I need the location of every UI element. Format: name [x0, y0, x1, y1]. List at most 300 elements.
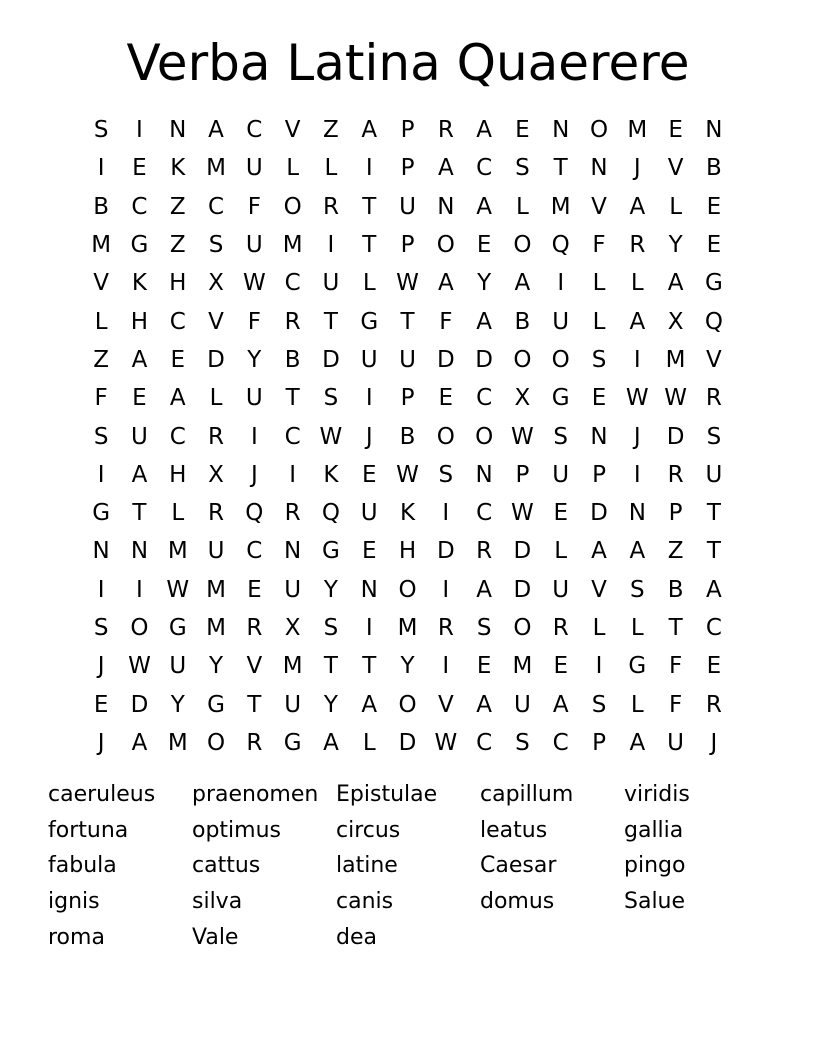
grid-row	[82, 724, 733, 762]
grid-letter: G	[283, 729, 302, 756]
grid-letter: Z	[169, 193, 186, 220]
grid-letter: E	[361, 538, 377, 565]
grid-letter: R	[246, 729, 263, 756]
word-bank-item: roma	[48, 924, 105, 950]
grid-letter: E	[476, 232, 492, 259]
grid-letter: X	[284, 615, 301, 641]
grid-letter: U	[360, 500, 378, 527]
grid-letter: N	[437, 193, 455, 220]
grid-letter: G	[551, 385, 570, 412]
grid-letter: X	[208, 461, 224, 488]
grid-letter: N	[169, 117, 187, 144]
grid-letter: T	[362, 193, 377, 220]
grid-letter: M	[206, 615, 226, 641]
grid-letter: O	[551, 346, 570, 373]
grid-letter: L	[592, 308, 606, 335]
word-bank-row	[48, 919, 788, 955]
grid-letter: I	[97, 155, 105, 182]
grid-letter: S	[476, 615, 492, 641]
word-bank-item: silva	[192, 889, 243, 915]
grid-letter: I	[442, 576, 450, 603]
grid-letter: U	[399, 193, 416, 220]
grid-letter: L	[324, 155, 338, 182]
grid-letter: U	[360, 346, 378, 373]
grid-letter: A	[476, 576, 492, 603]
grid-letter: J	[365, 423, 373, 450]
grid-letter: E	[706, 653, 722, 680]
grid-letter: M	[282, 232, 303, 259]
grid-letter: U	[131, 423, 148, 450]
grid-row	[82, 341, 733, 379]
grid-letter: S	[630, 576, 645, 603]
grid-letter: U	[322, 270, 340, 297]
grid-letter: A	[323, 729, 339, 756]
grid-letter: V	[591, 193, 607, 220]
grid-letter: F	[247, 193, 261, 220]
grid-letter: M	[627, 117, 648, 144]
grid-letter: W	[128, 653, 151, 680]
grid-letter: L	[362, 729, 376, 756]
grid-letter: M	[512, 653, 533, 680]
grid-letter: M	[550, 193, 571, 220]
grid-letter: C	[476, 500, 493, 527]
grid-letter: P	[400, 232, 415, 259]
grid-letter: H	[169, 461, 187, 488]
grid-letter: D	[513, 538, 532, 565]
grid-letter: N	[590, 155, 608, 182]
grid-letter: U	[207, 538, 225, 565]
grid-row	[82, 685, 733, 723]
word-bank-item: viridis	[624, 782, 690, 808]
word-bank-item: praenomen	[192, 782, 319, 808]
grid-letter: I	[365, 615, 373, 641]
grid-letter: L	[171, 500, 185, 527]
grid-letter: E	[361, 461, 377, 488]
grid-letter: H	[398, 538, 417, 565]
grid-letter: L	[516, 193, 529, 220]
grid-letter: A	[629, 538, 646, 565]
grid-letter: P	[592, 461, 606, 488]
grid-letter: M	[397, 615, 418, 641]
grid-letter: E	[706, 232, 722, 259]
grid-letter: R	[437, 615, 454, 641]
grid-letter: E	[476, 653, 492, 680]
grid-letter: I	[250, 423, 258, 450]
grid-letter: A	[437, 155, 454, 182]
word-bank-item: cattus	[192, 853, 261, 879]
grid-letter: I	[442, 500, 450, 527]
grid-letter: T	[285, 385, 300, 412]
grid-letter: J	[710, 729, 718, 756]
grid-letter: Y	[400, 653, 415, 680]
grid-letter: T	[706, 500, 721, 527]
grid-letter: X	[208, 270, 224, 297]
grid-letter: U	[667, 729, 685, 756]
grid-letter: L	[286, 155, 300, 182]
grid-letter: J	[633, 423, 641, 450]
grid-letter: C	[169, 308, 186, 335]
grid-letter: M	[665, 346, 686, 373]
grid-letter: W	[396, 461, 419, 488]
grid-letter: N	[628, 500, 646, 527]
grid-letter: I	[97, 461, 105, 488]
letter-grid	[82, 111, 733, 762]
grid-letter: O	[206, 729, 226, 756]
grid-letter: F	[247, 308, 261, 335]
grid-letter: S	[93, 423, 109, 450]
grid-letter: S	[323, 385, 339, 412]
grid-letter: Z	[323, 117, 339, 144]
grid-letter: N	[590, 423, 608, 450]
grid-letter: N	[475, 461, 493, 488]
grid-letter: H	[130, 308, 149, 335]
grid-letter: Q	[704, 308, 723, 335]
grid-letter: A	[476, 193, 492, 220]
grid-row	[82, 494, 733, 532]
grid-letter: A	[208, 117, 224, 144]
grid-letter: Z	[93, 346, 110, 373]
grid-letter: B	[706, 155, 722, 182]
grid-letter: K	[323, 461, 339, 488]
grid-letter: R	[208, 500, 225, 527]
grid-letter: R	[476, 538, 493, 565]
grid-letter: U	[169, 653, 187, 680]
grid-letter: E	[515, 117, 530, 144]
grid-letter: C	[131, 193, 148, 220]
grid-letter: O	[513, 615, 532, 641]
grid-letter: D	[436, 346, 455, 373]
grid-letter: D	[398, 729, 417, 756]
grid-letter: M	[167, 538, 188, 565]
grid-letter: Y	[477, 270, 492, 297]
grid-letter: I	[633, 461, 641, 488]
grid-letter: N	[705, 117, 723, 144]
grid-letter: R	[705, 691, 722, 718]
grid-letter: V	[437, 691, 454, 718]
grid-letter: L	[669, 193, 683, 220]
grid-letter: O	[283, 193, 302, 220]
grid-letter: A	[552, 691, 569, 718]
grid-letter: F	[668, 653, 683, 680]
grid-letter: E	[247, 576, 262, 603]
grid-letter: U	[245, 155, 263, 182]
word-bank-item: fortuna	[48, 817, 129, 843]
grid-letter: A	[476, 308, 492, 335]
grid-letter: L	[209, 385, 223, 412]
grid-letter: J	[97, 729, 105, 756]
grid-letter: U	[552, 461, 570, 488]
grid-row	[82, 226, 733, 264]
grid-letter: S	[553, 423, 569, 450]
grid-row	[82, 111, 733, 149]
grid-letter: R	[629, 232, 646, 259]
grid-letter: U	[399, 346, 416, 373]
grid-letter: Q	[551, 232, 570, 259]
grid-letter: E	[93, 691, 109, 718]
grid-letter: A	[361, 117, 378, 144]
grid-letter: O	[436, 232, 455, 259]
grid-letter: A	[591, 538, 607, 565]
grid-letter: S	[208, 232, 224, 259]
grid-row	[82, 647, 733, 685]
grid-letter: O	[398, 691, 417, 718]
grid-letter: U	[552, 576, 570, 603]
grid-row	[82, 149, 733, 187]
grid-letter: W	[511, 423, 534, 450]
grid-letter: F	[94, 385, 108, 412]
grid-letter: S	[323, 615, 339, 641]
grid-letter: I	[633, 346, 641, 373]
grid-letter: C	[476, 385, 493, 412]
grid-letter: B	[667, 576, 684, 603]
grid-letter: W	[396, 270, 419, 297]
grid-letter: R	[246, 615, 263, 641]
grid-letter: K	[399, 500, 416, 527]
grid-letter: T	[323, 308, 338, 335]
word-bank-item: circus	[336, 817, 401, 843]
grid-letter: E	[591, 385, 607, 412]
grid-letter: A	[169, 385, 186, 412]
grid-letter: V	[246, 653, 263, 680]
grid-letter: A	[476, 691, 492, 718]
grid-letter: I	[365, 155, 373, 182]
word-bank-item: caeruleus	[48, 782, 156, 808]
grid-letter: T	[362, 232, 377, 259]
grid-letter: M	[167, 729, 188, 756]
grid-row	[82, 417, 733, 455]
grid-letter: M	[91, 232, 112, 259]
grid-letter: B	[514, 308, 531, 335]
word-bank-row	[48, 777, 788, 813]
grid-letter: G	[360, 308, 379, 335]
grid-letter: I	[557, 270, 565, 297]
grid-row	[82, 571, 733, 609]
grid-letter: I	[442, 653, 450, 680]
grid-letter: A	[629, 729, 646, 756]
grid-letter: M	[206, 155, 226, 182]
grid-letter: E	[170, 346, 186, 373]
grid-letter: C	[552, 729, 569, 756]
grid-letter: D	[436, 538, 455, 565]
grid-letter: A	[514, 270, 531, 297]
grid-letter: A	[629, 308, 646, 335]
grid-letter: N	[284, 538, 302, 565]
grid-letter: W	[242, 270, 266, 297]
word-bank-item: fabula	[48, 853, 117, 879]
grid-letter: C	[476, 155, 493, 182]
grid-letter: Z	[169, 232, 186, 259]
grid-letter: C	[476, 729, 493, 756]
word-bank-item: pingo	[624, 853, 686, 879]
grid-letter: U	[513, 691, 531, 718]
grid-letter: V	[667, 155, 684, 182]
grid-letter: T	[362, 653, 377, 680]
grid-letter: H	[169, 270, 187, 297]
grid-letter: I	[365, 385, 373, 412]
grid-letter: A	[706, 576, 722, 603]
grid-letter: U	[245, 385, 263, 412]
grid-letter: E	[553, 653, 568, 680]
page-title: Verba Latina Quaerere	[126, 34, 690, 92]
grid-letter: T	[400, 308, 415, 335]
grid-letter: L	[592, 270, 606, 297]
word-bank-item: Salue	[624, 889, 686, 915]
grid-letter: D	[322, 346, 340, 373]
grid-letter: D	[475, 346, 493, 373]
grid-letter: F	[439, 308, 453, 335]
grid-letter: R	[705, 385, 722, 412]
grid-letter: P	[668, 500, 683, 527]
grid-letter: U	[284, 691, 302, 718]
word-bank-item: canis	[336, 889, 394, 915]
grid-letter: R	[437, 117, 454, 144]
grid-letter: N	[552, 117, 570, 144]
grid-letter: I	[136, 117, 143, 144]
grid-letter: N	[130, 538, 149, 565]
grid-letter: E	[553, 500, 568, 527]
grid-letter: K	[170, 155, 186, 182]
grid-letter: S	[591, 346, 607, 373]
grid-letter: T	[706, 538, 721, 565]
grid-letter: P	[515, 461, 530, 488]
word-bank-item: dea	[336, 924, 377, 950]
grid-letter: O	[130, 615, 149, 641]
grid-letter: S	[591, 691, 607, 718]
grid-letter: O	[398, 576, 417, 603]
grid-letter: A	[667, 270, 684, 297]
grid-row	[82, 379, 733, 417]
grid-letter: P	[400, 385, 415, 412]
word-bank-item: optimus	[192, 817, 281, 843]
grid-letter: G	[207, 691, 225, 718]
grid-letter: L	[630, 615, 644, 641]
grid-letter: K	[131, 270, 147, 297]
word-bank-item: leatus	[480, 817, 548, 843]
grid-letter: J	[250, 461, 258, 488]
grid-row	[82, 188, 733, 226]
grid-letter: E	[668, 117, 683, 144]
grid-letter: I	[97, 576, 105, 603]
grid-letter: W	[434, 729, 458, 756]
grid-letter: W	[625, 385, 649, 412]
grid-letter: D	[130, 691, 149, 718]
grid-letter: T	[247, 691, 262, 718]
grid-letter: T	[553, 155, 568, 182]
grid-row	[82, 302, 733, 340]
grid-letter: G	[322, 538, 340, 565]
grid-letter: D	[513, 576, 532, 603]
grid-letter: S	[515, 729, 530, 756]
grid-row	[82, 609, 733, 647]
grid-letter: U	[284, 576, 302, 603]
grid-letter: E	[706, 193, 722, 220]
grid-letter: G	[704, 270, 723, 297]
grid-letter: E	[438, 385, 454, 412]
grid-letter: C	[169, 423, 186, 450]
grid-letter: D	[207, 346, 225, 373]
grid-letter: C	[284, 270, 301, 297]
grid-letter: L	[554, 538, 568, 565]
grid-letter: A	[131, 461, 148, 488]
grid-letter: F	[592, 232, 606, 259]
word-bank-item: domus	[480, 889, 555, 915]
grid-letter: Q	[245, 500, 264, 527]
grid-letter: Y	[247, 346, 262, 373]
grid-letter: L	[362, 270, 376, 297]
grid-letter: S	[706, 423, 722, 450]
grid-letter: V	[208, 308, 224, 335]
grid-letter: R	[208, 423, 225, 450]
grid-letter: P	[592, 729, 606, 756]
word-bank-item: Caesar	[480, 853, 557, 879]
grid-letter: N	[360, 576, 378, 603]
grid-letter: O	[513, 346, 532, 373]
grid-letter: W	[664, 385, 687, 412]
grid-letter: Y	[323, 691, 338, 718]
grid-letter: I	[327, 232, 335, 259]
grid-letter: C	[284, 423, 301, 450]
grid-letter: N	[92, 538, 110, 565]
grid-letter: G	[628, 653, 647, 680]
grid-letter: O	[589, 117, 609, 144]
grid-letter: C	[246, 117, 263, 144]
grid-letter: D	[666, 423, 685, 450]
grid-letter: U	[705, 461, 723, 488]
grid-letter: X	[667, 308, 684, 335]
grid-letter: A	[361, 691, 378, 718]
grid-letter: J	[97, 653, 105, 680]
grid-letter: G	[92, 500, 111, 527]
grid-letter: G	[168, 615, 187, 641]
grid-letter: Y	[323, 576, 338, 603]
word-bank	[48, 777, 788, 955]
grid-letter: F	[668, 691, 683, 718]
grid-letter: E	[132, 385, 147, 412]
word-bank-item: Vale	[192, 924, 239, 950]
grid-letter: R	[667, 461, 684, 488]
grid-letter: S	[93, 615, 109, 641]
word-bank-item: latine	[336, 853, 398, 879]
grid-letter: Q	[321, 500, 340, 527]
grid-letter: O	[513, 232, 532, 259]
grid-letter: A	[131, 729, 148, 756]
word-bank-row	[48, 884, 788, 920]
grid-letter: L	[630, 691, 644, 718]
grid-letter: L	[592, 615, 606, 641]
grid-letter: I	[595, 653, 603, 680]
grid-letter: V	[591, 576, 607, 603]
grid-letter: M	[206, 576, 226, 603]
grid-letter: A	[629, 193, 646, 220]
grid-letter: M	[282, 653, 303, 680]
grid-letter: A	[476, 117, 492, 144]
grid-letter: W	[319, 423, 343, 450]
grid-letter: Z	[667, 538, 684, 565]
grid-letter: Y	[170, 691, 185, 718]
grid-row	[82, 264, 733, 302]
grid-letter: V	[93, 270, 110, 297]
grid-letter: A	[437, 270, 454, 297]
word-bank-item: gallia	[624, 817, 684, 843]
grid-letter: I	[289, 461, 297, 488]
grid-letter: U	[552, 308, 570, 335]
grid-letter: W	[166, 576, 190, 603]
word-bank-item: Epistulae	[336, 782, 438, 808]
grid-letter: T	[323, 653, 338, 680]
grid-letter: A	[131, 346, 148, 373]
grid-letter: B	[93, 193, 110, 220]
grid-letter: E	[132, 155, 147, 182]
